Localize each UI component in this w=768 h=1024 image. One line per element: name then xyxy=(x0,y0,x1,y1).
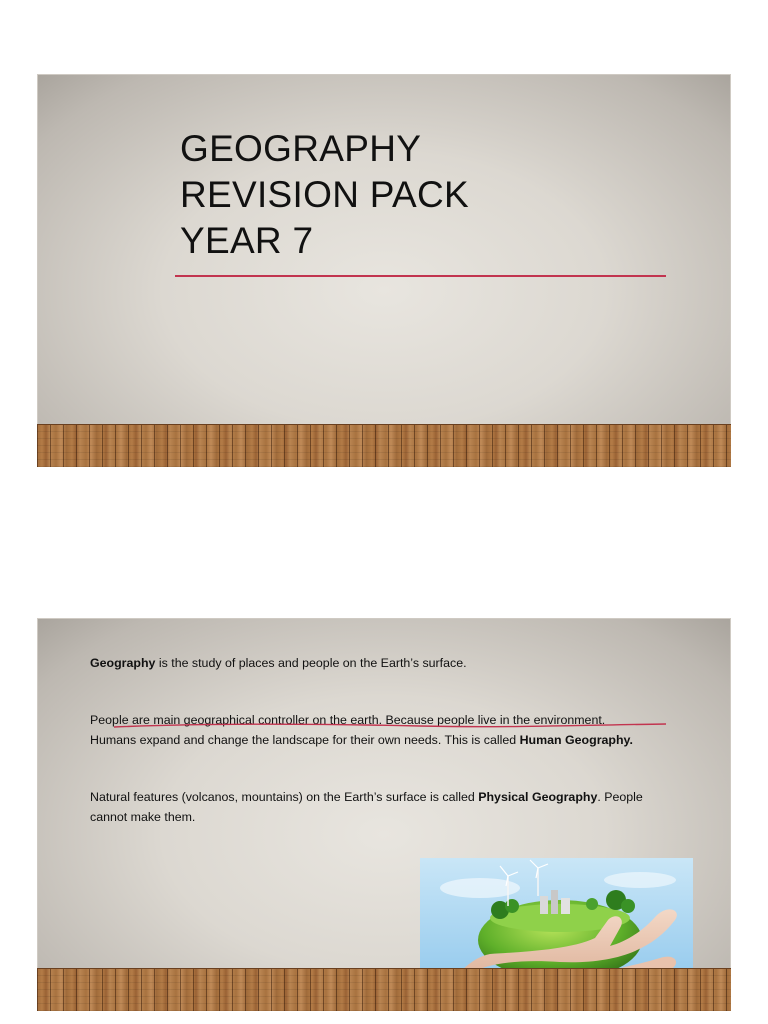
paragraph-definition xyxy=(90,653,680,673)
term-physical-geography: Physical Geography xyxy=(478,790,598,804)
title-slide xyxy=(37,74,731,467)
title-line-2: REVISION PACK xyxy=(180,174,470,215)
title-line-1: GEOGRAPHY xyxy=(180,128,422,169)
title-line-3: YEAR 7 xyxy=(180,220,314,261)
physical-geo-text-end: . People cannot make them. xyxy=(90,790,643,824)
definition-text: is the study of places and people on the Earth’s surface. xyxy=(155,656,467,670)
human-geo-line-2 xyxy=(90,730,680,750)
human-geo-line-1: People are main geographical controller on the earth. Because people live in the environment. xyxy=(90,713,606,727)
term-geography: Geography xyxy=(90,656,156,670)
physical-geo-text: Natural features (volcanos, mountains) on the Earth’s surface is called xyxy=(90,790,479,804)
handwritten-underline xyxy=(90,721,667,731)
wooden-floor xyxy=(37,424,731,467)
human-geo-text: Humans expand and change the landscape for their own needs. This is called xyxy=(90,733,520,747)
term-human-geography: Human Geography. xyxy=(519,733,633,747)
content-slide xyxy=(37,618,731,1011)
paragraph-physical-geography xyxy=(90,787,680,827)
title-underline xyxy=(175,275,666,277)
wooden-floor xyxy=(37,968,731,1011)
slide-title xyxy=(180,126,660,264)
